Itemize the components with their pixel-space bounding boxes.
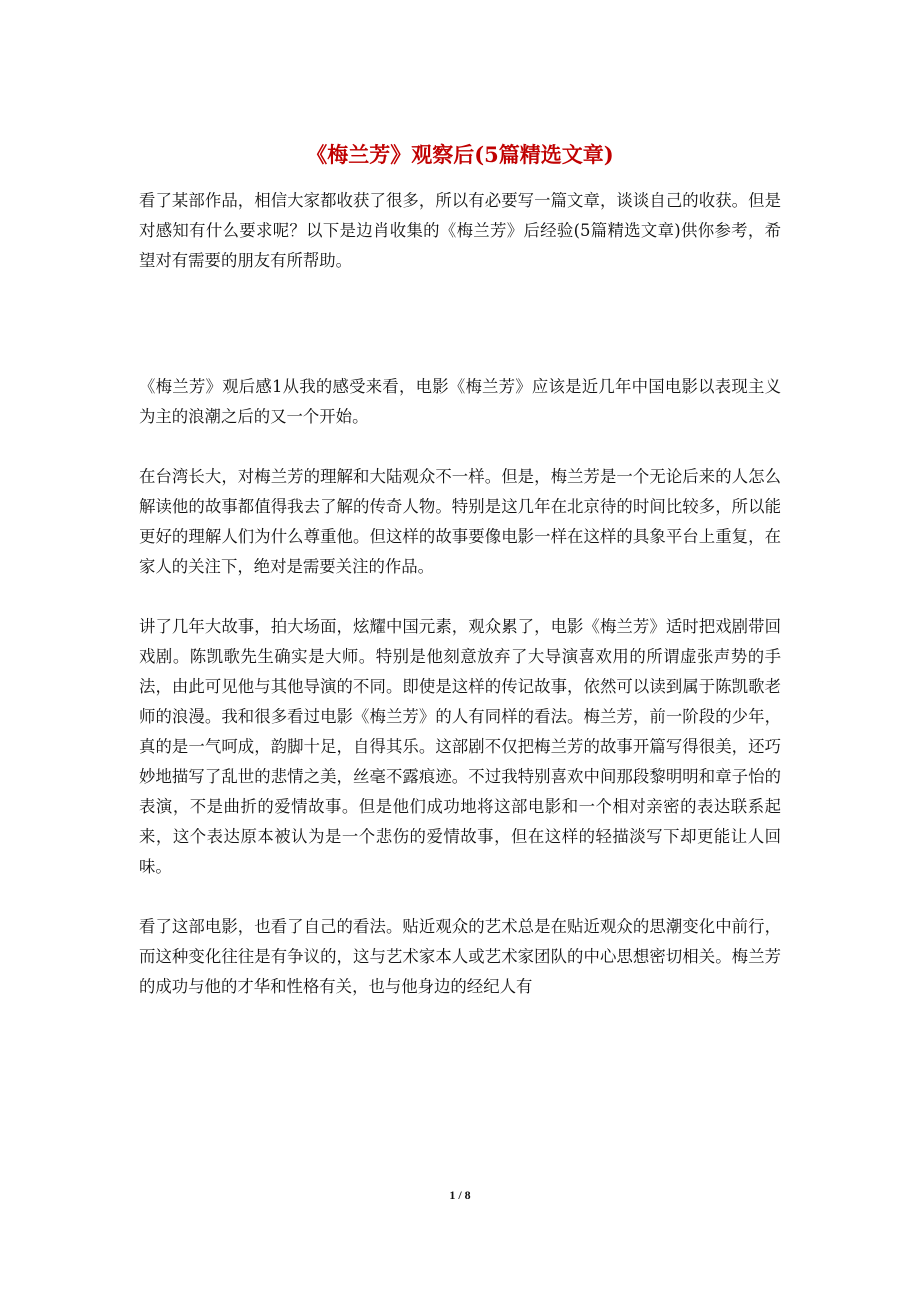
paragraph-spacer — [139, 432, 781, 462]
intro-paragraph: 看了某部作品，相信大家都收获了很多，所以有必要写一篇文章，谈谈自己的收获。但是对感知有什么要求呢？以下是边肖收集的《梅兰芳》后经验(5篇精选文章)供你参考，希望对有需要的朋友有所帮助。 — [139, 191, 781, 270]
paragraph-spacer — [139, 882, 781, 912]
body-paragraph: 在台湾长大，对梅兰芳的理解和大陆观众不一样。但是，梅兰芳是一个无论后来的人怎么解读他的故事都值得我去了解的传奇人物。特别是这几年在北京待的时间比较多，所以能更好的理解人们为什么尊重他。但这样的故事要像电影一样在这样的具象平台上重复，在家人的关注下，绝对是需要关注的作品。 — [139, 467, 781, 576]
page-number: 1 / 8 — [449, 1188, 471, 1202]
body-paragraph: 看了这部电影，也看了自己的看法。贴近观众的艺术总是在贴近观众的思潮变化中前行，而这种变化往往是有争议的，这与艺术家本人或艺术家团队的中心思想密切相关。梅兰芳的成功与他的才华和性格有关，也与他身边的经纪人有 — [139, 917, 781, 996]
document-body — [139, 186, 781, 1002]
body-paragraph: 讲了几年大故事，拍大场面，炫耀中国元素，观众累了，电影《梅兰芳》适时把戏剧带回戏剧。陈凯歌先生确实是大师。特别是他刻意放弃了大导演喜欢用的所谓虚张声势的手法，由此可见他与其他导演的不同。即使是这样的传记故事，依然可以读到属于陈凯歌老师的浪漫。我和很多看过电影《梅兰芳》的人有同样的看法。梅兰芳，前一阶段的少年，真的是一气呵成，韵脚十足，自得其乐。这部剧不仅把梅兰芳的故事开篇写得很美，还巧妙地描写了乱世的悲情之美，丝毫不露痕迹。不过我特别喜欢中间那段黎明明和章子怡的表演，不是曲折的爱情故事。但是他们成功地将这部电影和一个相对亲密的表达联系起来，这个表达原本被认为是一个悲伤的爱情故事，但在这样的轻描淡写下却更能让人回味。 — [139, 617, 781, 876]
paragraph-spacer — [139, 582, 781, 612]
document-title: 《梅兰芳》观察后(5篇精选文章) — [306, 142, 614, 167]
body-paragraph: 《梅兰芳》观后感1从我的感受来看，电影《梅兰芳》应该是近几年中国电影以表现主义为主的浪潮之后的又一个开始。 — [139, 377, 781, 426]
paragraph-spacer — [139, 276, 781, 372]
